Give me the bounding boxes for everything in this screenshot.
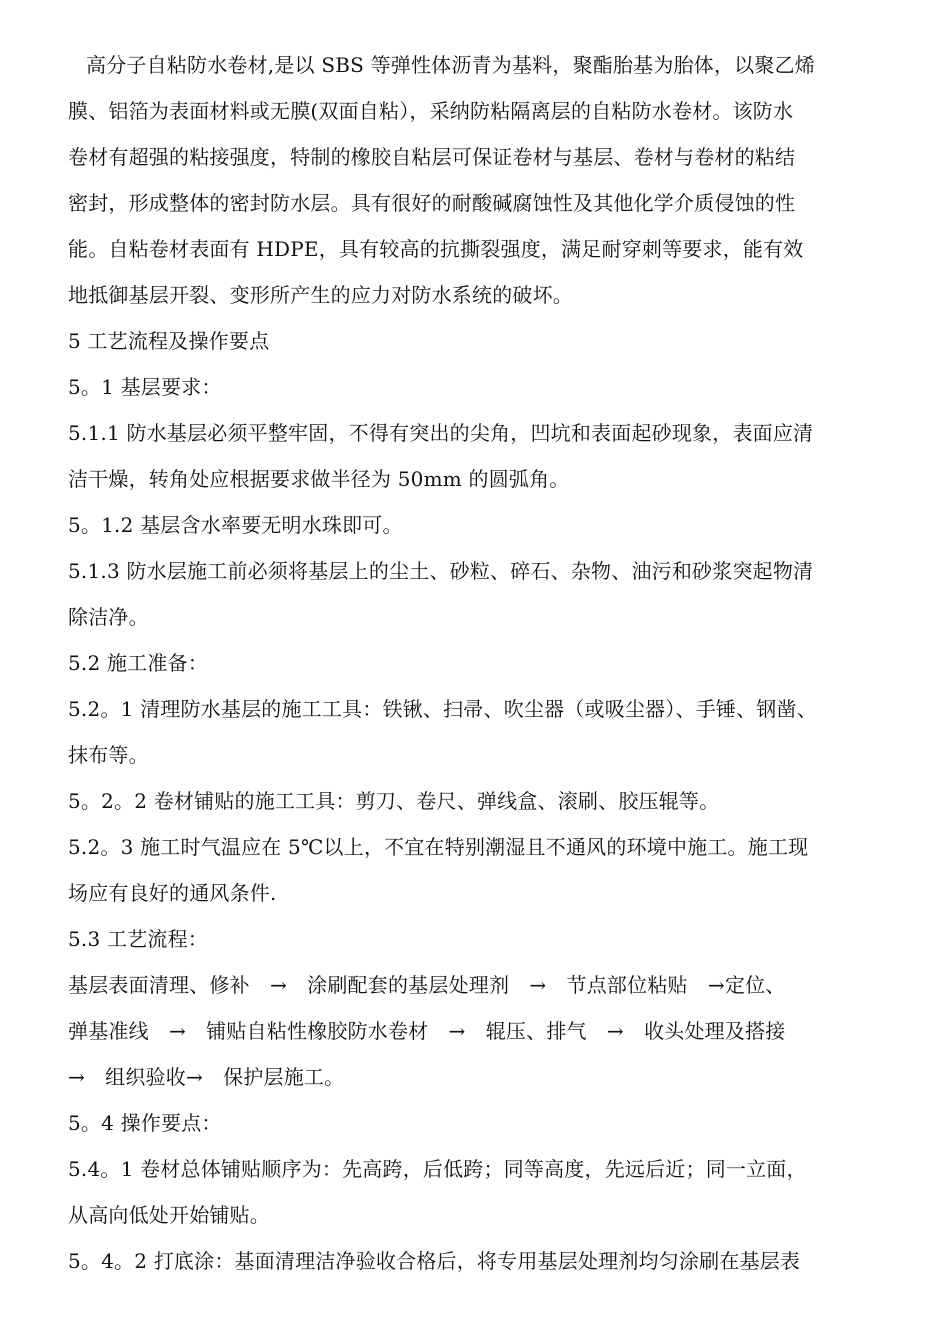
paragraph-line: 5。4。2 打底涂：基面清理洁净验收合格后，将专用基层处理剂均匀涂刷在基层表	[68, 1249, 801, 1273]
subsection-heading: 5。1 基层要求：	[68, 375, 222, 399]
paragraph-line: 5.2。1 清理防水基层的施工工具：铁锹、扫帚、吹尘器（或吸尘器）、手锤、钢凿、	[68, 697, 817, 721]
process-flow-line: → 组织验收→ 保护层施工。	[68, 1065, 345, 1089]
paragraph-line: 除洁净。	[68, 605, 149, 629]
paragraph-line: 场应有良好的通风条件.	[68, 881, 277, 905]
paragraph-line: 高分子自粘防水卷材,是以 SBS 等弹性体沥青为基料，聚酯胎基为胎体，以聚乙烯	[86, 53, 815, 77]
subsection-heading: 5。4 操作要点：	[68, 1111, 222, 1135]
paragraph-line: 5.1.3 防水层施工前必须将基层上的尘土、砂粒、碎石、杂物、油污和砂浆突起物清	[68, 559, 814, 583]
paragraph-line: 膜、铝箔为表面材料或无膜(双面自粘），采纳防粘隔离层的自粘防水卷材。该防水	[68, 99, 794, 123]
subsection-heading: 5.2 施工准备：	[68, 651, 208, 675]
paragraph-line: 5.2。3 施工时气温应在 5℃以上，不宜在特别潮湿且不通风的环境中施工。施工现	[68, 835, 809, 859]
paragraph-line: 洁干燥，转角处应根据要求做半径为 50mm 的圆弧角。	[68, 467, 570, 491]
paragraph-line: 密封，形成整体的密封防水层。具有很好的耐酸碱腐蚀性及其他化学介质侵蚀的性	[68, 191, 796, 215]
paragraph-line: 从高向低处开始铺贴。	[68, 1203, 270, 1227]
paragraph-line: 5。1.2 基层含水率要无明水珠即可。	[68, 513, 403, 537]
paragraph-line: 卷材有超强的粘接强度，特制的橡胶自粘层可保证卷材与基层、卷材与卷材的粘结	[68, 145, 796, 169]
paragraph-line: 地抵御基层开裂、变形所产生的应力对防水系统的破坏。	[68, 283, 573, 307]
subsection-heading: 5.3 工艺流程：	[68, 927, 208, 951]
section-heading: 5 工艺流程及操作要点	[68, 329, 270, 353]
process-flow-line: 弹基准线 → 铺贴自粘性橡胶防水卷材 → 辊压、排气 → 收头处理及搭接	[68, 1019, 786, 1043]
paragraph-line: 5。2。2 卷材铺贴的施工工具：剪刀、卷尺、弹线盒、滚刷、胶压辊等。	[68, 789, 720, 813]
paragraph-line: 能。自粘卷材表面有 HDPE，具有较高的抗撕裂强度，满足耐穿刺等要求，能有效	[68, 237, 804, 261]
paragraph-line: 5.1.1 防水基层必须平整牢固，不得有突出的尖角，凹坑和表面起砂现象，表面应清	[68, 421, 814, 445]
process-flow-line: 基层表面清理、修补 → 涂刷配套的基层处理剂 → 节点部位粘贴 →定位、	[68, 973, 786, 997]
paragraph-line: 5.4。1 卷材总体铺贴顺序为：先高跨，后低跨；同等高度，先远后近；同一立面，	[68, 1157, 807, 1181]
document-body	[68, 42, 888, 1284]
paragraph-line: 抹布等。	[68, 743, 149, 767]
